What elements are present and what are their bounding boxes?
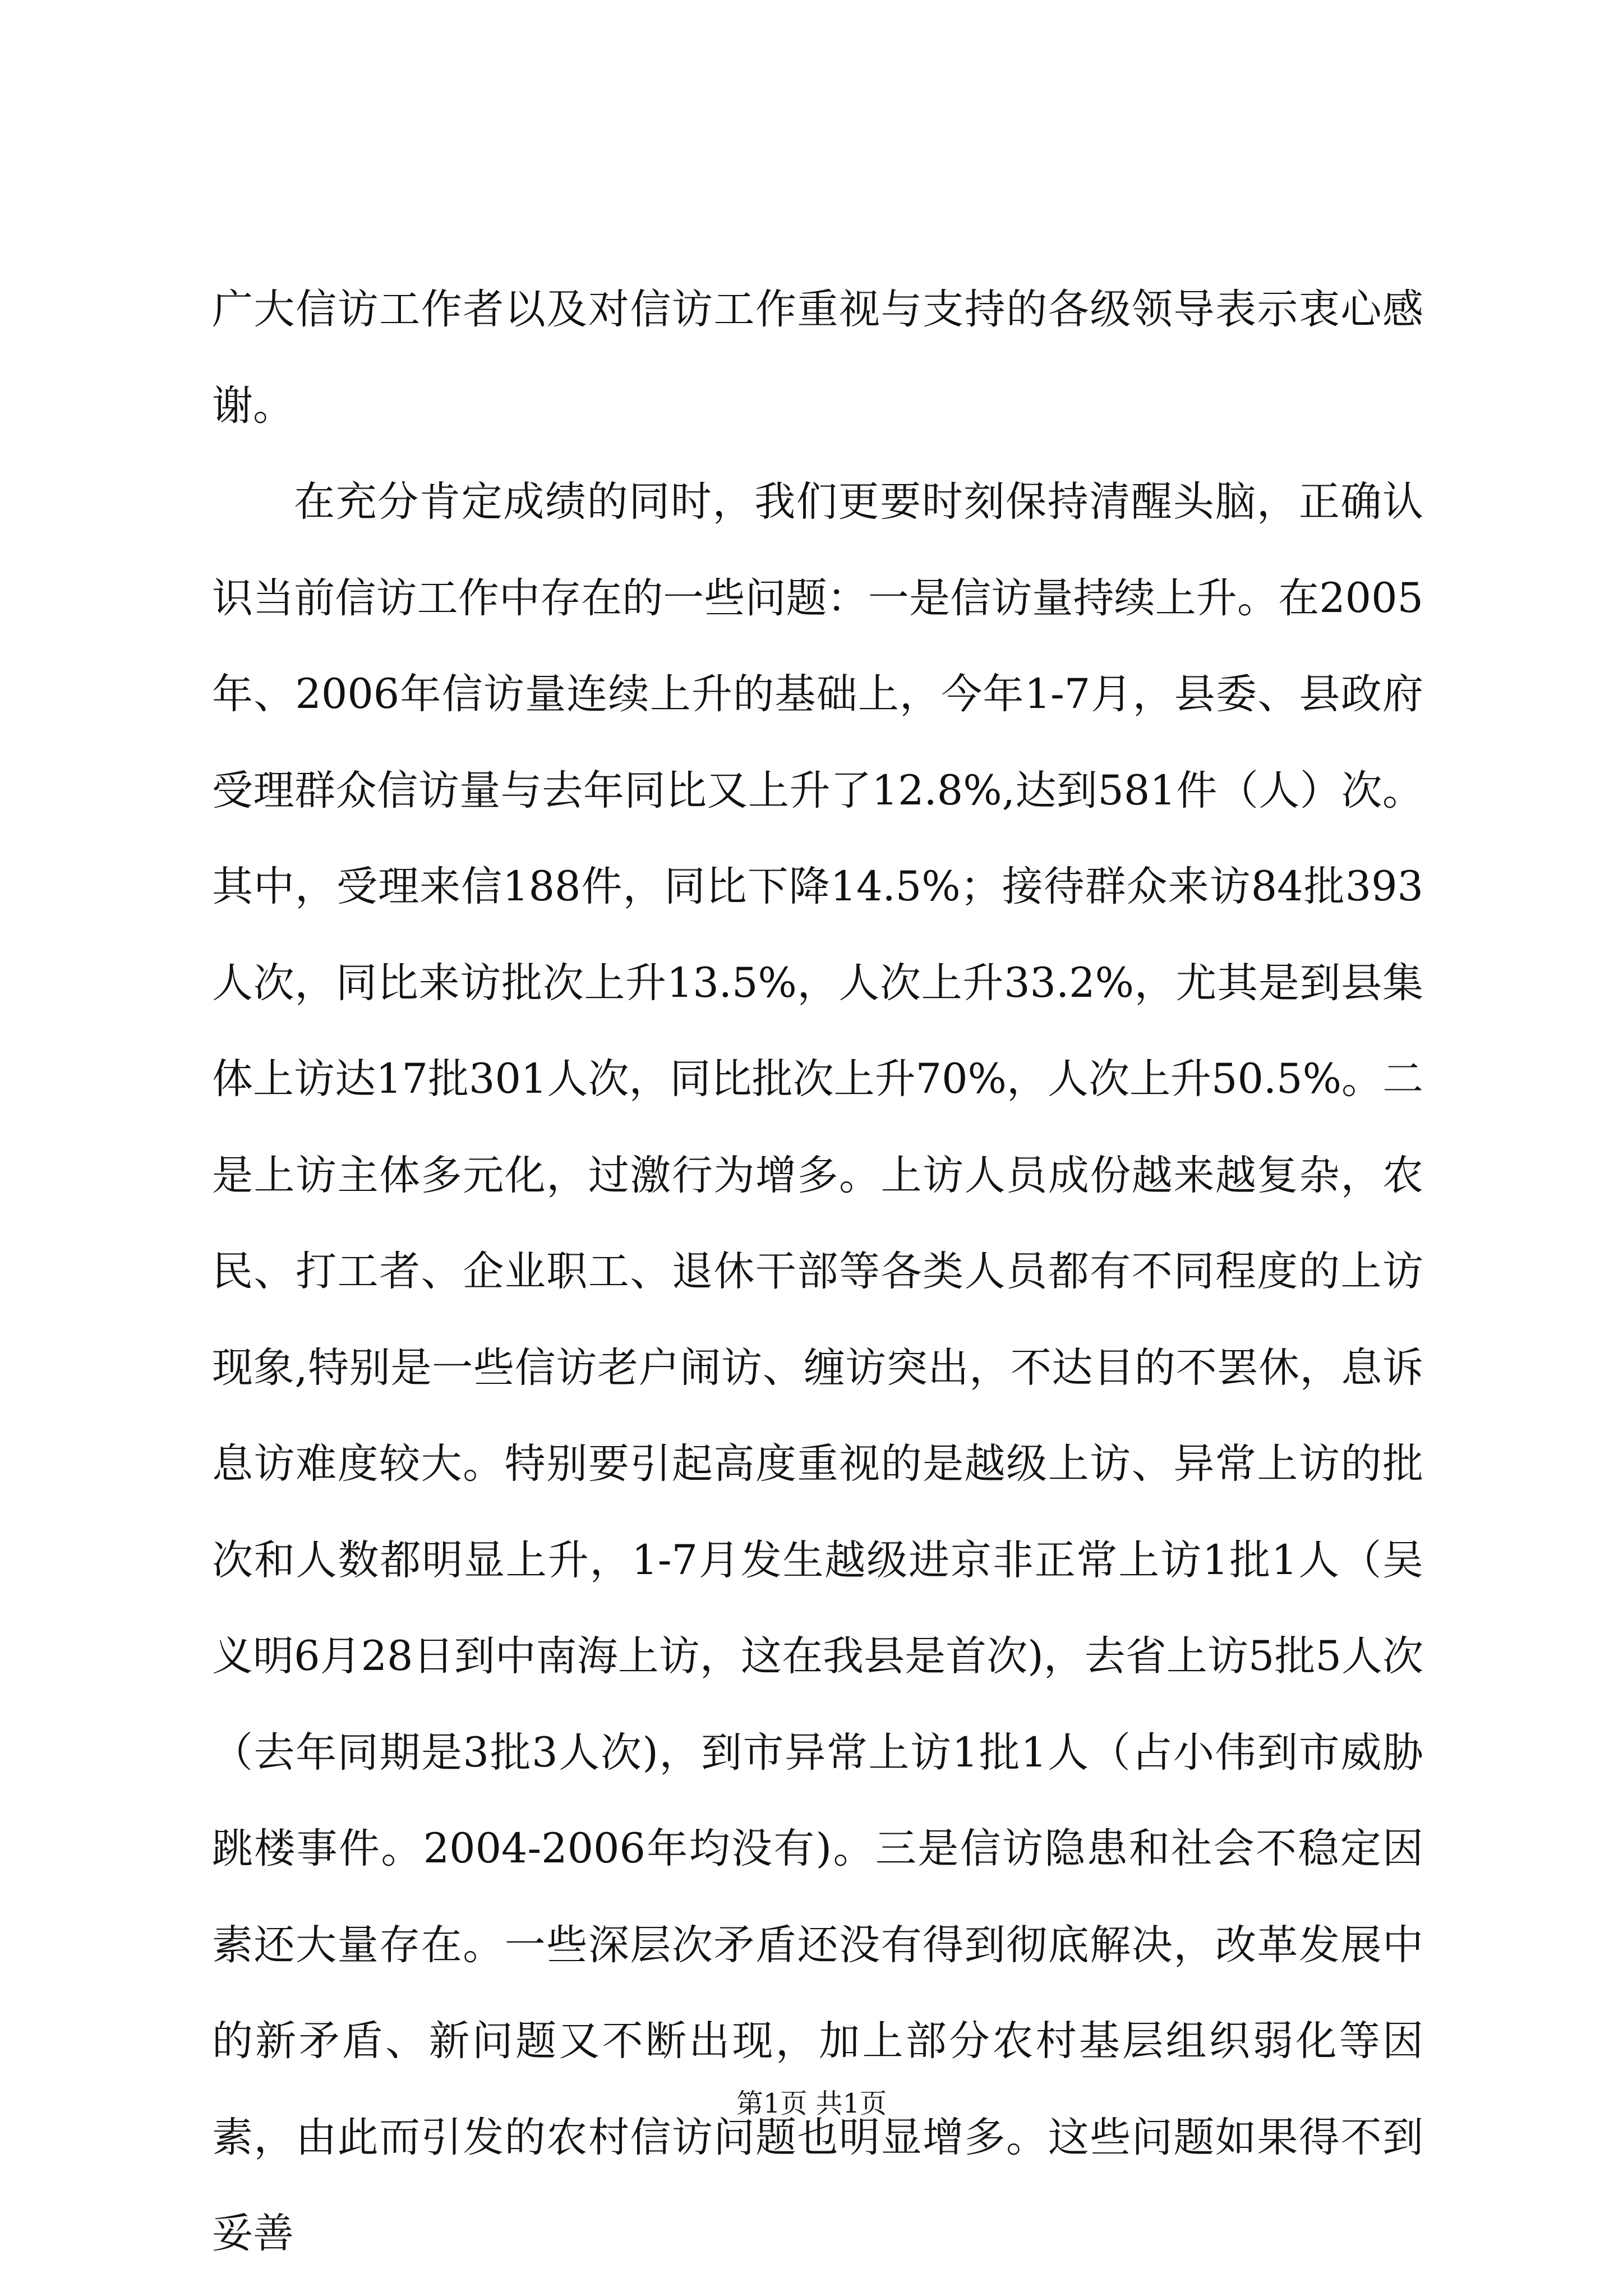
paragraph-1: 广大信访工作者以及对信访工作重视与支持的各级领导表示衷心感谢。	[212, 286, 1423, 430]
body-text	[212, 261, 1423, 2282]
paragraph-2: 在充分肯定成绩的同时，我们更要时刻保持清醒头脑，正确认识当前信访工作中存在的一些问题：一是信访量持续上升。在2005年、2006年信访量连续上升的基础上，今年1-7月，县委、县政府受理群众信访量与去年同比又上升了12.8%,达到581件（人）次。其中，受理来信188件，同比下降14.5%；接待群众来访84批393人次，同比来访批次上升13.5%，人次上升33.2%，尤其是到县集体上访达17批301人次，同比批次上升70%，人次上升50.5%。二是上访主体多元化，过激行为增多。上访人员成份越来越复杂，农民、打工者、企业职工、退休干部等各类人员都有不同程度的上访现象,特别是一些信访老户闹访、缠访突出，不达目的不罢休，息诉息访难度较大。特别要引起高度重视的是越级上访、异常上访的批次和人数都明显上升，1-7月发生越级进京非正常上访1批1人（吴义明6月28日到中南海上访，这在我县是首次)，去省上访5批5人次（去年同期是3批3人次)，到市异常上访1批1人（占小伟到市威胁跳楼事件。2004-2006年均没有)。三是信访隐患和社会不稳定因素还大量存在。一些深层次矛盾还没有得到彻底解决，改革发展中的新矛盾、新问题又不断出现，加上部分农村基层组织弱化等因素，由此而引发的农村信访问题也明显增多。这些问题如果得不到妥善	[212, 478, 1423, 2257]
page-footer: 第1页 共1页	[736, 2088, 887, 2119]
